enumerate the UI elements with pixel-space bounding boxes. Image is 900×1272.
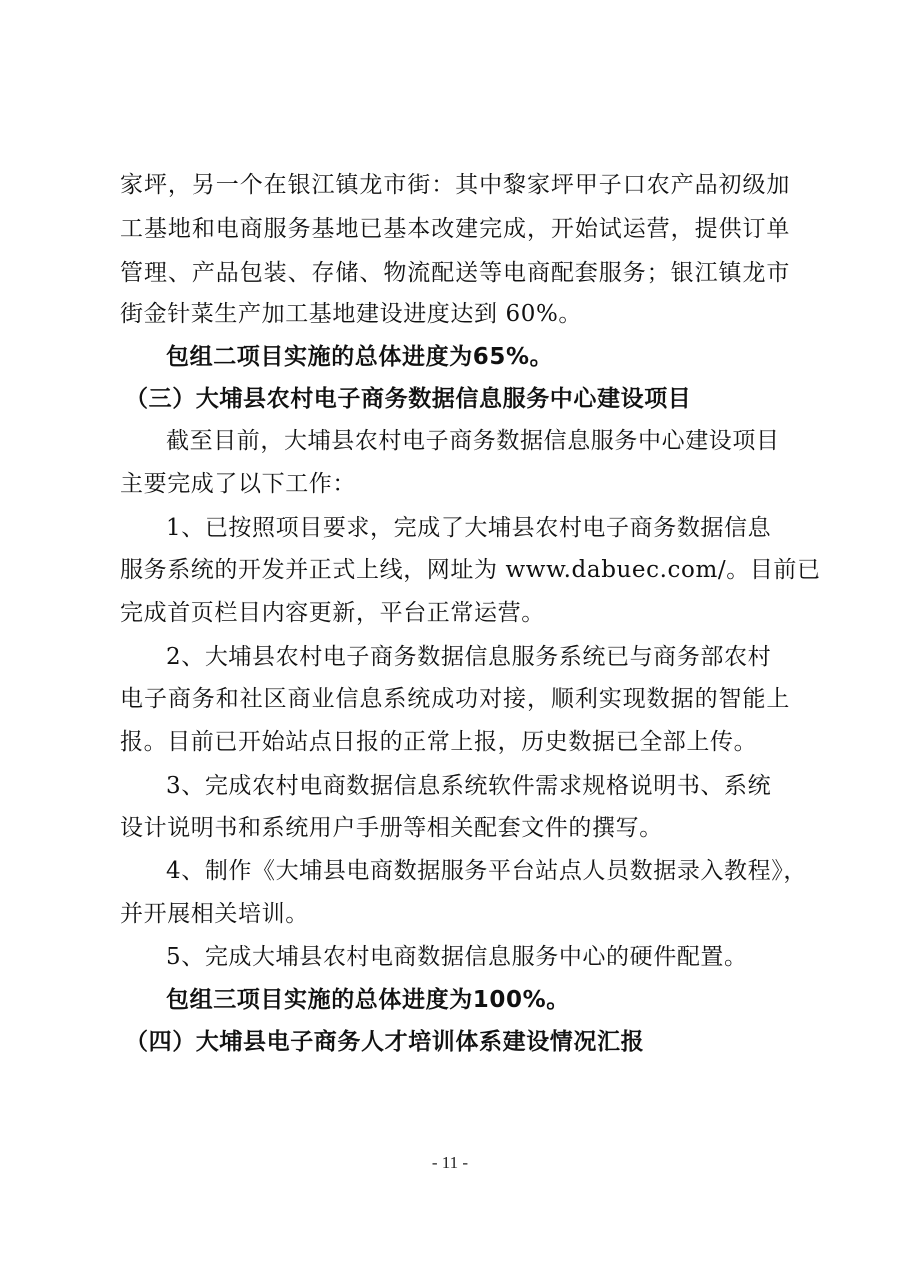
list-item-4-line: 4、制作《大埔县电商数据服务平台站点人员数据录入教程》， — [166, 858, 807, 884]
list-item-2-line: 报。目前已开始站点日报的正常上报，历史数据已全部上传。 — [120, 729, 758, 755]
section-heading-4: （四）大埔县电子商务人才培训体系建设情况汇报 — [125, 1029, 645, 1055]
paragraph-line: 主要完成了以下工作： — [120, 471, 356, 497]
list-item-1-line: 服务系统的开发并正式上线，网址为 www.dabuec.com/。目前已 — [120, 557, 821, 583]
list-item-4-line: 并开展相关培训。 — [120, 901, 309, 927]
list-item-2-line: 电子商务和社区商业信息系统成功对接，顺利实现数据的智能上 — [120, 686, 790, 712]
paragraph-line: 街金针菜生产加工基地建设进度达到 60%。 — [120, 301, 583, 327]
paragraph-line: 管理、产品包装、存储、物流配送等电商配套服务；银江镇龙市 — [120, 260, 790, 286]
summary-group3: 包组三项目实施的总体进度为100%。 — [166, 987, 570, 1013]
list-item-1-line: 完成首页栏目内容更新，平台正常运营。 — [120, 600, 545, 626]
summary-group2: 包组二项目实施的总体进度为65%。 — [166, 344, 554, 370]
list-item-5-line: 5、完成大埔县农村电商数据信息服务中心的硬件配置。 — [166, 944, 748, 970]
page-number: - 11 - — [431, 1153, 469, 1172]
paragraph-line: 工基地和电商服务基地已基本改建完成，开始试运营，提供订单 — [120, 216, 790, 242]
list-item-2-line: 2、大埔县农村电子商务数据信息服务系统已与商务部农村 — [166, 644, 772, 670]
list-item-1-line: 1、已按照项目要求，完成了大埔县农村电子商务数据信息 — [166, 515, 772, 541]
list-item-3-line: 3、完成农村电商数据信息系统软件需求规格说明书、系统 — [166, 773, 772, 799]
paragraph-line: 家坪，另一个在银江镇龙市街：其中黎家坪甲子口农产品初级加 — [120, 172, 790, 198]
section-heading-3: （三）大埔县农村电子商务数据信息服务中心建设项目 — [125, 386, 692, 412]
paragraph-line: 截至目前，大埔县农村电子商务数据信息服务中心建设项目 — [166, 428, 780, 454]
list-item-3-line: 设计说明书和系统用户手册等相关配套文件的撰写。 — [120, 815, 663, 841]
